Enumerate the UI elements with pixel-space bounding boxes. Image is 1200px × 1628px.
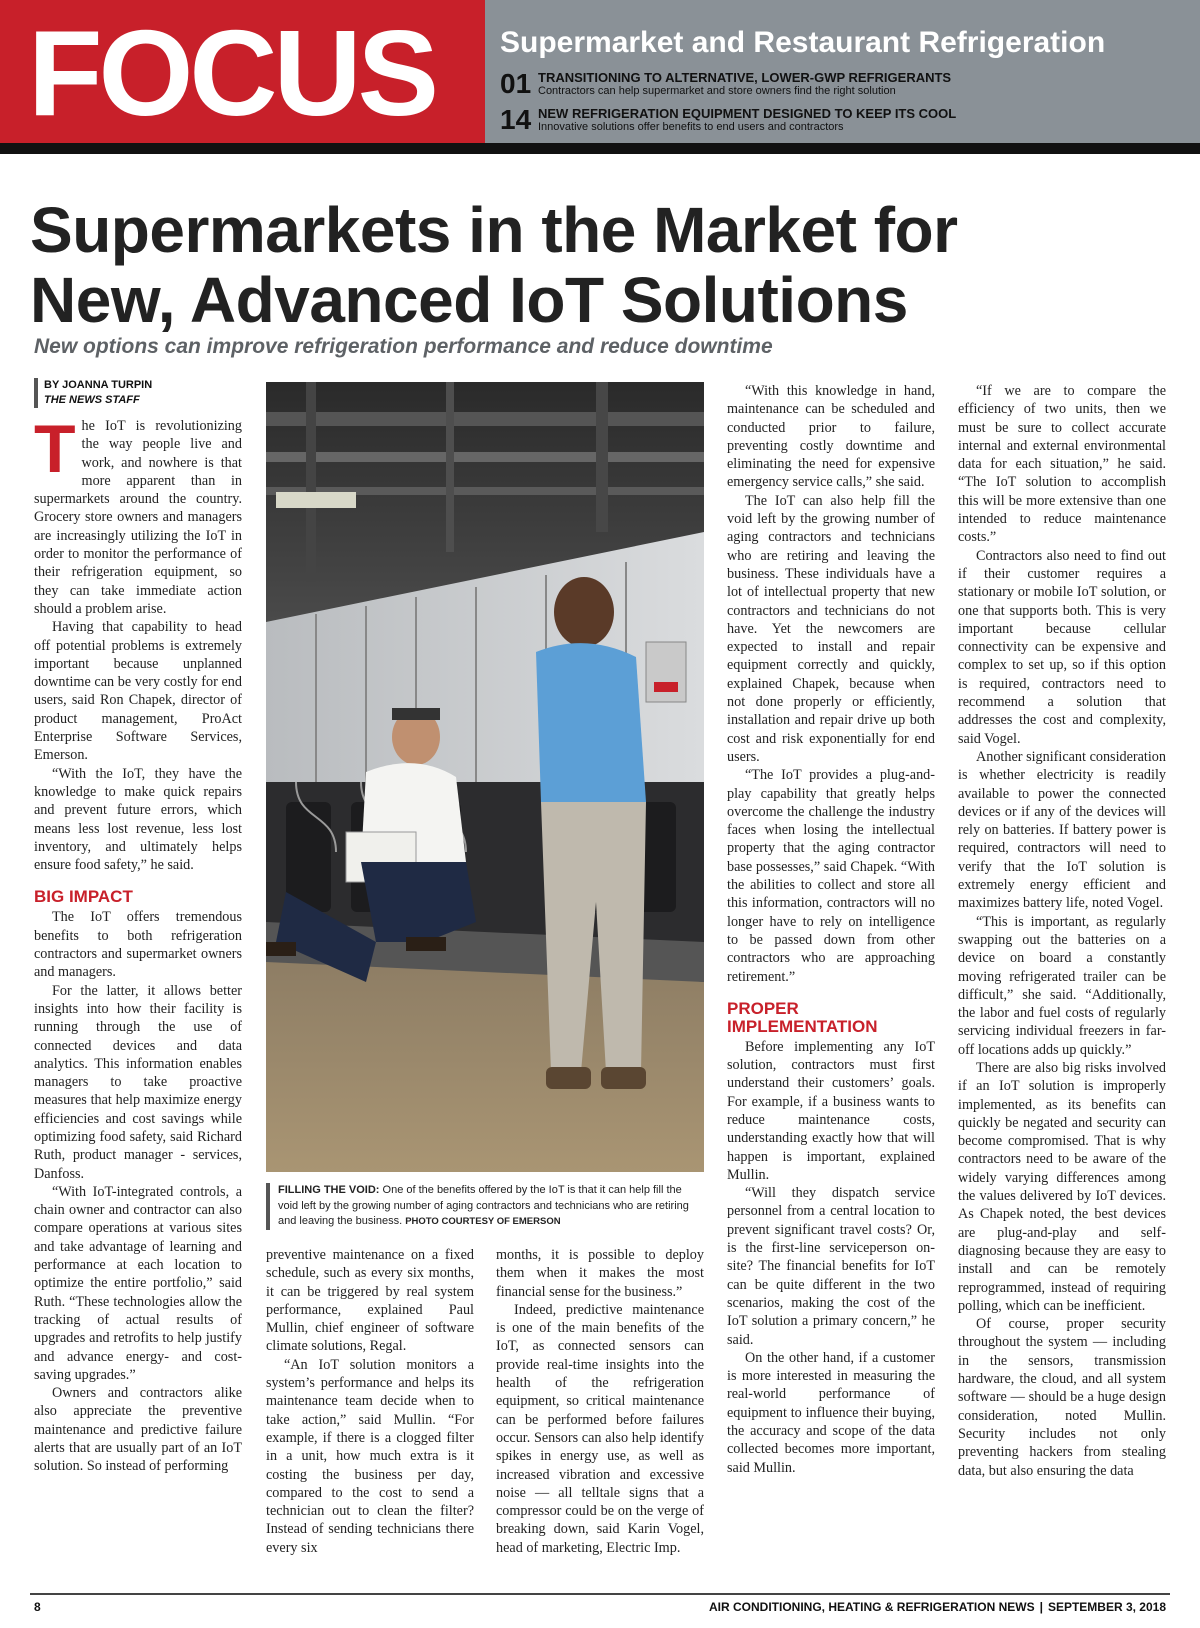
focus-section-box [0, 0, 485, 143]
footer-separator: | [1039, 1600, 1043, 1614]
footer-rule [30, 1593, 1170, 1595]
paragraph: The IoT offers tremendous benefits to both refrigeration contractors and supermarket owners and managers. [34, 909, 242, 981]
paragraph: “With the IoT, they have the knowledge to make quick repairs and prevent future errors, which means less lost revenue, less lost inventory, and ultimately helps ensure food safety,” he said. [34, 765, 242, 874]
article-deck: New options can improve refrigeration performance and reduce downtime [34, 335, 773, 358]
section-title: FOCUS [28, 5, 435, 141]
caption-text: One of the benefits offered by the IoT is that it can help fill the void left by the growing number of aging contractors and technicians who are retiring and leaving the business. [278, 1184, 689, 1227]
paragraph: “With this knowledge in hand, maintenance can be scheduled and conducted prior to failure, preventing costly downtime and eliminating the need for expensive emergency service calls,” she said. [727, 383, 935, 491]
article-headline [30, 195, 1170, 335]
photo-caption [266, 1183, 704, 1230]
section-header [0, 0, 1200, 143]
column-3 [496, 1246, 704, 1557]
paragraph: On the other hand, if a customer is more interested in measuring the real-world performance of equipment to influence their buying, the accuracy and scope of the data collected becomes more important, said Mullin. [727, 1349, 935, 1476]
paragraph: There are also big risks involved if an IoT solution is improperly implemented, as its benefits can quickly be negated and security can become compromised. That is why contractors need to be aware of the widely varying differences among the values delivered by IoT devices. As Chapek noted, the best devices are plug-and-play and self-diagnosing because they are easy to install and can be remotely reprogrammed, instead of requiring polling, which can be inefficient. [958, 1059, 1166, 1314]
paragraph: Another significant consideration is whether electricity is readily available to power the connected devices or if any of the devices will rely on batteries. If battery power is required, contractors will need to verify that the IoT solution is extremely energy efficient and maximizes battery life, noted Vogel. [958, 748, 1166, 912]
toc-page-number: 01 [500, 68, 532, 99]
paragraph: “This is important, as regularly swapping out the batteries on a device on board a constantly moving refrigerated trailer can be difficult,” she said. “Additionally, the labor and fuel costs of regularly servicing individual freezers in far-off locations adds up quickly.” [958, 913, 1166, 1058]
issue-date: SEPTEMBER 3, 2018 [1047, 1600, 1166, 1614]
paragraph: The IoT is revolutionizing the way people live and work, and nowhere is that more apparent than in supermarkets around the country. Grocery store owners and managers are increasingly utilizing the IoT in order to monitor the performance of their refrigeration equipment, so they can take immediate action should a problem arise. [34, 411, 242, 617]
column-4 [727, 382, 935, 1477]
toc-headline: TRANSITIONING TO ALTERNATIVE, LOWER-GWP REFRIGERANTS [538, 70, 952, 85]
photo-credit: PHOTO COURTESY OF EMERSON [405, 1216, 561, 1227]
paragraph: “If we are to compare the efficiency of two units, then we must be sure to collect accurate internal and external environmental data for each situation,” he said. “The IoT solution to accomplish this will be more extensive than one intended to reduce maintenance costs.” [958, 383, 1166, 546]
page-number: 8 [34, 1600, 41, 1614]
paragraph: Having that capability to head off potential problems is extremely important because unplanned downtime can be very costly for end users, said Ron Chapek, director of product management, ProAct Enterprise Software Services, Emerson. [34, 619, 242, 764]
paragraph: For the latter, it allows better insights into how their facility is running through the use of connected devices and data analytics. This information enables managers to take proactive measures that help maximize energy efficiencies and cost savings while optimizing food safety, said Richard Ruth, product manager - services, Danfoss. [34, 982, 242, 1182]
paragraph: preventive maintenance on a fixed schedule, such as every six months, it can be triggered by real system performance, explained Paul Mullin, chief engineer of software climate solutions, Regal. [266, 1247, 474, 1355]
paragraph: months, it is possible to deploy them when it makes the most financial sense for the business.” [496, 1247, 704, 1300]
paragraph: Owners and contractors alike also appreciate the preventive maintenance and predictive failure alerts that are usually part of an IoT solution. So instead of performing [34, 1385, 242, 1475]
headline-line-2: New, Advanced IoT Solutions [30, 264, 908, 336]
byline-staff: THE NEWS STAFF [44, 394, 140, 406]
column-5 [958, 382, 1166, 1480]
publication-name: AIR CONDITIONING, HEATING & REFRIGERATION NEWS [709, 1600, 1035, 1614]
toc-page-number: 14 [500, 104, 532, 135]
article-photo [266, 382, 704, 1172]
toc-headline: NEW REFRIGERATION EQUIPMENT DESIGNED TO KEEP ITS COOL [538, 106, 957, 121]
paragraph: Before implementing any IoT solution, contractors must first understand their customers’ goals. For example, if a business wants to reduce maintenance costs, understanding exactly how that will happen is important, explained Mullin. [727, 1038, 935, 1183]
byline [34, 378, 152, 408]
subhead-proper-implementation: PROPER IMPLEMENTATION [727, 998, 878, 1036]
drop-cap: T [34, 411, 76, 487]
paragraph: Contractors also need to find out if their customer requires a stationary or mobile IoT solution, or one that supports both. This is very important because cellular connectivity can be expensive and complex to set up, so if this option is required, contractors need to recommend a solution that addresses the cost and complexity, said Vogel. [958, 547, 1166, 747]
column-2 [266, 1246, 474, 1557]
banner-title: Supermarket and Restaurant Refrigeration [500, 26, 1106, 59]
header-rule [0, 143, 1200, 154]
paragraph: “An IoT solution monitors a system’s performance and helps its maintenance team decide when to take action,” said Mullin. “For example, if there is a clogged filter in a unit, how much extra is it costing the business per day, compared to the cost to send a technician out to clean the filter? Instead of sending technicians there every six [266, 1356, 474, 1556]
subhead-big-impact: BIG IMPACT [34, 887, 133, 907]
topic-banner [485, 0, 1200, 143]
byline-author: BY JOANNA TURPIN [44, 379, 153, 391]
refrigeration-technicians-photo [266, 382, 704, 1172]
paragraph: The IoT can also help fill the void left by the growing number of aging contractors and technicians who are retiring and leaving the business. These individuals have a lot of intellectual property that new contractors and technicians do not have. Yet the newcomers are expected to install and repair equipment correctly and quickly, explained Chapek, because when not done properly or efficiently, installation and repair drive up both cost and risk exponentially for end users. [727, 492, 935, 765]
caption-lead: FILLING THE VOID: [278, 1184, 380, 1196]
paragraph: Indeed, predictive maintenance is one of the main benefits of the IoT, as connected sensors can provide real-time insights into the health of the refrigeration equipment, so critical maintenance can be performed before failures occur. Sensors can also help identify spikes in energy use, as well as increased vibration and excessive noise — all telltale signs that a compressor could be on the verge of breaking down, said Karin Vogel, head of marketing, Electric Imp. [496, 1301, 704, 1556]
publication-footer [709, 1600, 1166, 1614]
toc-subtitle: Innovative solutions offer benefits to end users and contractors [538, 121, 844, 133]
paragraph: “Will they dispatch service personnel from a central location to prevent significant travel costs? Or, is the first-line serviceperson on-site? The financial benefits for IoT can be quite different in the two scenarios, making the cost of the IoT solution a primary concern,” he said. [727, 1185, 935, 1348]
paragraph: “With IoT-integrated controls, a chain owner and contractor can also compare operations at various sites and take advantage of learning and performance at each location to optimize the entire portfolio,” said Ruth. “These technologies allow the tracking of actual results of upgrades and retrofits to help justify and advance energy- and cost-saving upgrades.” [34, 1183, 242, 1383]
column-1 [34, 411, 242, 1476]
toc-subtitle: Contractors can help supermarket and store owners find the right solution [538, 85, 896, 97]
paragraph: “The IoT provides a plug-and-play capability that greatly helps overcome the challenge the industry faces when losing the intellectual property that the aging contractor base possesses,” said Chapek. “With the abilities to collect and store all this information, contractors will no longer have to rely on intelligence to be passed down from other contractors who are approaching retirement.” [727, 767, 935, 985]
paragraph: Of course, proper security throughout the system — including in the sensors, transmission hardware, the cloud, and all system software — should be a huge design consideration, noted Mullin. Security includes not only preventing hackers from stealing data, but also ensuring the data [958, 1316, 1166, 1479]
headline-line-1: Supermarkets in the Market for [30, 194, 958, 266]
